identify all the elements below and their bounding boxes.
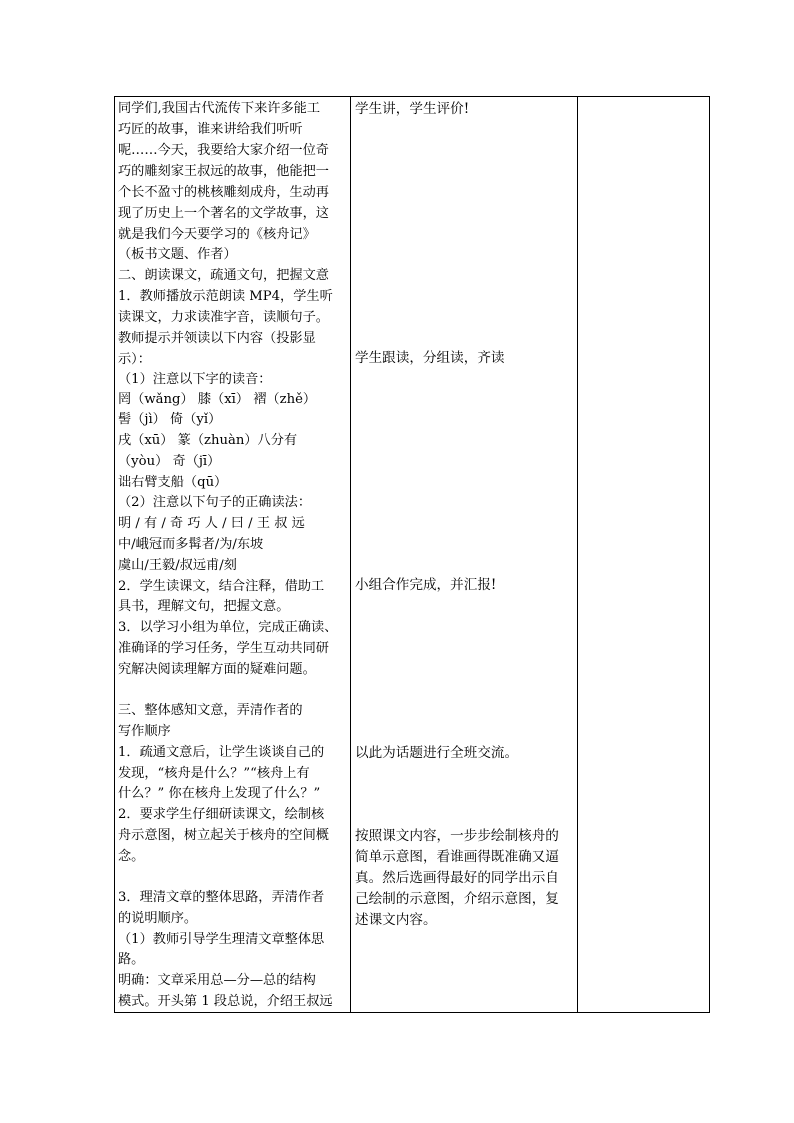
text-line: 呢……今天，我要给大家介绍一位奇 — [118, 143, 329, 158]
text-line: 二、朗读课文，疏通文句，把握文意 — [118, 268, 329, 283]
text-line: 1．教师播放示范朗读 MP4，学生听 — [118, 289, 333, 304]
text-line: 现了历史上一个著名的文学故事，这 — [118, 206, 329, 221]
text-line: （板书文题、作者） — [118, 247, 237, 262]
text-line: 髻（jì） 倚（yǐ） — [118, 412, 222, 427]
text-line: 虞山/王毅/叔远甫/刻 — [118, 558, 237, 573]
text-line: 同学们,我国古代流传下来许多能工 — [118, 101, 321, 116]
text-line: 3．理清文章的整体思路，弄清作者 — [118, 890, 325, 905]
text-line: 个长不盈寸的桃核雕刻成舟，生动再 — [118, 185, 329, 200]
text-line: 巧匠的故事，谁来讲给我们听听 — [118, 122, 303, 137]
text-line: 示）： — [118, 352, 151, 367]
notes-column — [579, 97, 709, 1012]
teacher-activity-column — [118, 97, 350, 1012]
text-line: 什么？” 你在核舟上发现了什么？” — [118, 786, 321, 801]
text-line: 真。然后选画得最好的同学出示自 — [355, 870, 559, 886]
text-line: 准确译的学习任务，学生互动共同研 — [118, 641, 329, 656]
text-line: 2．学生读课文，结合注释，借助工 — [118, 579, 325, 594]
text-line: 简单示意图，看谁画得既准确又逼 — [355, 849, 559, 865]
text-line: 的说明顺序。 — [118, 911, 198, 926]
text-line: 舟示意图，树立起关于核舟的空间概 — [118, 828, 329, 843]
text-line: 小组合作完成，并汇报! — [355, 577, 497, 593]
text-line: 戌（xū） 篆（zhuàn）八分有 — [118, 433, 298, 448]
text-line: 3．以学习小组为单位，完成正确读、 — [118, 620, 338, 635]
text-line: 己绘制的示意图，介绍示意图，复 — [355, 891, 559, 907]
text-line: 写作顺序 — [118, 724, 171, 739]
column-divider — [350, 97, 351, 1012]
text-line: （yòu） 奇（jī） — [118, 454, 221, 469]
column-divider — [577, 97, 578, 1012]
text-line: 明 / 有 / 奇 巧 人 / 曰 / 王 叔 远 — [118, 516, 305, 531]
text-line: 发现，“核舟是什么？”“核舟上有 — [118, 766, 310, 781]
text-line: （2）注意以下句子的正确读法： — [118, 495, 312, 510]
text-line: 三、整体感知文意，弄清作者的 — [118, 703, 303, 718]
text-line: 学生讲，学生评价! — [355, 101, 470, 117]
text-line: 读课文，力求读准字音，读顺句子。 — [118, 310, 329, 325]
text-line: 明确：文章采用总—分—总的结构 — [118, 973, 316, 988]
text-line: 模式。开头第 1 段总说，介绍王叔远 — [118, 994, 333, 1009]
text-line: 念。 — [118, 849, 145, 864]
text-line: 罔（wǎng） 膝（xī） 褶（zhě） — [118, 392, 317, 407]
text-line: 诎右臂支船（qū） — [118, 475, 228, 490]
text-line: 学生跟读，分组读，齐读 — [355, 350, 505, 366]
lesson-table — [114, 96, 710, 1013]
text-line: 究解决阅读理解方面的疑难问题。 — [118, 662, 316, 677]
text-line: 巧的雕刻家王叔远的故事，他能把一 — [118, 164, 329, 179]
text-line: 以此为话题进行全班交流。 — [355, 745, 519, 761]
text-line: 中/峨冠而多髯者/为/东坡 — [118, 537, 264, 552]
text-line: 就是我们今天要学习的《核舟记》 — [118, 227, 316, 242]
text-line: 1．疏通文意后，让学生谈谈自己的 — [118, 745, 325, 760]
text-line: 按照课文内容，一步步绘制核舟的 — [355, 828, 559, 844]
student-activity-column — [355, 97, 577, 1012]
text-line: 述课文内容。 — [355, 912, 437, 928]
text-line: 路。 — [118, 952, 145, 967]
text-line: 具书，理解文句，把握文意。 — [118, 599, 290, 614]
text-line: 2．要求学生仔细研读课文，绘制核 — [118, 807, 325, 822]
text-line: 教师提示并领读以下内容（投影显 — [118, 331, 316, 346]
text-line: （1）注意以下字的读音： — [118, 372, 272, 387]
text-line: （1）教师引导学生理清文章整体思 — [118, 932, 325, 947]
